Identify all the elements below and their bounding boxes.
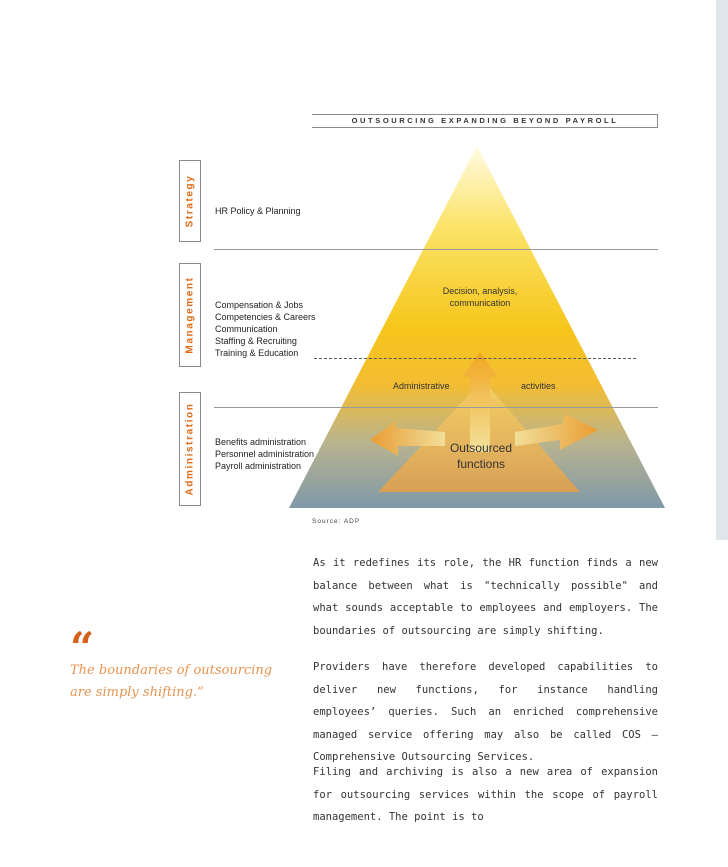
administration-tab bbox=[179, 392, 201, 506]
diagram-title: OUTSOURCING EXPANDING BEYOND PAYROLL bbox=[351, 116, 619, 125]
decision-label-1: Decision, analysis, bbox=[442, 286, 518, 296]
strategy-divider bbox=[214, 249, 658, 250]
strategy-tab-label: Strategy bbox=[184, 174, 196, 228]
strategy-items bbox=[215, 205, 301, 217]
administration-tab-label: Administration bbox=[184, 402, 196, 496]
administration-items bbox=[215, 436, 314, 472]
management-item: Competencies & Careers bbox=[215, 312, 316, 322]
administration-item: Personnel administration bbox=[215, 449, 315, 459]
quote-mark-icon: “ bbox=[70, 623, 95, 672]
outsourced-label-2: functions bbox=[456, 457, 506, 471]
administration-item: Payroll administration bbox=[215, 461, 302, 471]
administration-item: Benefits administration bbox=[215, 437, 307, 447]
pull-quote-line: are simply shifting.” bbox=[70, 685, 204, 700]
strategy-tab bbox=[179, 160, 201, 242]
source-note: Source: ADP bbox=[312, 518, 361, 525]
management-item: Training & Education bbox=[215, 348, 299, 358]
management-item: Staffing & Recruiting bbox=[215, 336, 297, 346]
management-dashed-divider bbox=[314, 358, 636, 359]
management-items bbox=[215, 299, 316, 359]
decision-label-2: communication bbox=[449, 298, 511, 308]
pull-quote bbox=[70, 660, 272, 704]
administration-divider bbox=[214, 407, 658, 408]
activities-label: activities bbox=[521, 381, 556, 391]
body-paragraph-3: Filing and archiving is also a new area of expansion for outsourcing services within the scope of payroll management. The point is to bbox=[313, 766, 658, 823]
management-tab-label: Management bbox=[184, 276, 196, 354]
strategy-item: HR Policy & Planning bbox=[215, 206, 301, 216]
outsourced-label-1: Outsourced bbox=[449, 441, 513, 455]
body-paragraph-2: Providers have therefore developed capabilities to deliver new functions, for instance handling employees’ queries. Such an enriched comprehensive managed service offering may also be called COS – Comprehensive Outsourcing Services. bbox=[313, 661, 658, 763]
body-paragraph-1: As it redefines its role, the HR function finds a new balance between what is "technically possible" and what sounds acceptable to employees and employers. The boundaries of outsourcing are simply shifting. bbox=[313, 557, 658, 637]
management-item: Communication bbox=[215, 324, 278, 334]
management-item: Compensation & Jobs bbox=[215, 300, 304, 310]
administrative-label: Administrative bbox=[393, 381, 450, 391]
pull-quote-line: The boundaries of outsourcing bbox=[70, 663, 273, 678]
management-tab bbox=[179, 263, 201, 367]
